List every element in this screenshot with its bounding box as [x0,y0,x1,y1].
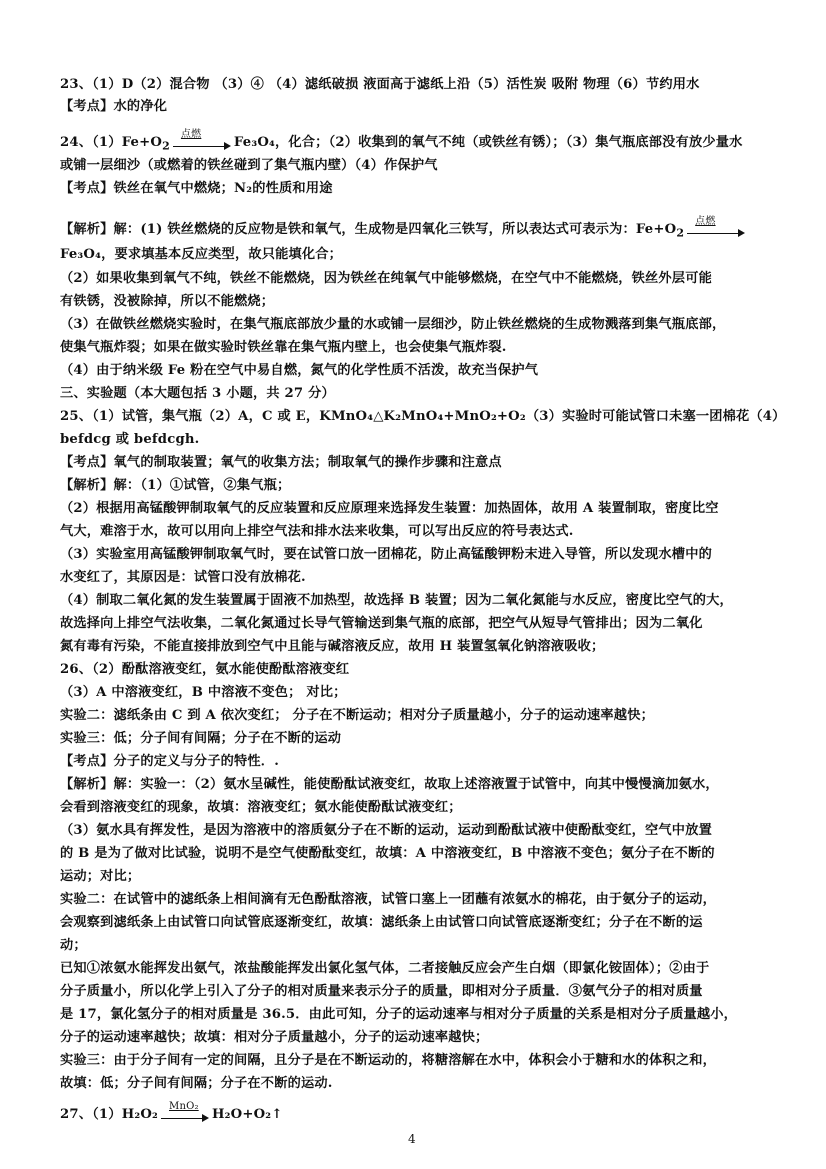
reaction-arrow-icon: 点燃 [687,224,745,236]
text-line: （4）制取二氧化氮的发生装置属于固液不加热型，故选择 B 装置；因为二氧化氮能与水反应，密度比空气的大， [60,593,733,608]
text-line: befdcg 或 befdcgh. [60,432,200,447]
answer-27: 27、（1）H₂O₂ MnO₂ H₂O+O₂↑ [60,1100,283,1122]
text-line: （2）根据用高锰酸钾制取氧气的反应装置和反应原理来选择发生装置：加热固体，故用 A 装置制取，密度比空 [60,501,719,516]
text-line: 有铁锈，没被除掉，所以不能燃烧； [60,294,275,309]
jiexi-26: 【解析】解：实验一：（2）氨水呈碱性，能使酚酞试液变红，故取上述溶液置于试管中，向其中慢慢滴加氨水， [60,777,719,792]
text-line: 氮有毒有污染，不能直接排放到空气中且能与碱溶液反应，故用 H 装置氢氧化钠溶液吸收； [60,639,605,654]
jiexi-24: 【解析】解：(1) 铁丝燃烧的反应物是铁和氧气，生成物是四氧化三铁写，所以表达式可表示为：$Fe+O_2$ 点燃 [60,221,772,243]
text-line: 的 B 是为了做对比试验，说明不是空气使酚酞变红，故填：A 中溶液变红，B 中溶液不变色；氨分子在不断的 [60,846,715,861]
reaction-arrow-icon: 点燃 [173,137,231,149]
text-line: 分子质量小，所以化学上引入了分子的相对质量来表示分子的质量，即相对分子质量．③氨气分子的相对质量 [60,984,703,999]
kaodian-24: 【考点】铁丝在氧气中燃烧；N₂的性质和用途 [60,181,333,196]
answer-24-cont: 或铺一层细沙（或燃着的铁丝碰到了集气瓶内壁）（4）作保护气 [60,158,438,173]
text-line: （2）如果收集到氧气不纯，铁丝不能燃烧，因为铁丝在纯氧气中能够燃烧，在空气中不能燃烧，铁丝外层可能 [60,271,712,286]
section-heading: 三、实验题（本大题包括 3 小题，共 27 分） [60,386,335,401]
text-line: 运动；对比； [60,869,141,884]
text-line: Fe₃O₄，要求填基本反应类型，故只能填化合； [60,247,343,262]
kaodian-25: 【考点】氧气的制取装置；氧气的收集方法；制取氧气的操作步骤和注意点 [60,455,502,470]
text-line: 会观察到滤纸条上由试管口向试管底逐渐变红，故填：滤纸条上由试管口向试管底逐渐变红；分子在不断的运 [60,915,703,930]
text-line: 气大，难溶于水，故可以用向上排空气法和排水法来收集，可以写出反应的符号表达式. [60,524,574,539]
text-line: 分子的运动速率越快；故填：相对分子质量越小，分子的运动速率越快； [60,1030,489,1045]
kaodian-26: 【考点】分子的定义与分子的特性．. [60,754,279,769]
text-line: 故填：低；分子间有间隔；分子在不断的运动. [60,1076,333,1091]
answer-24: 24、$(1)Fe+O_2$ 点燃 Fe₃O₄，化合；（2）收集到的氧气不纯（或铁丝有锈）；（3）集气瓶底部没有放少量水 [60,128,743,153]
reaction-arrow-icon: MnO₂ [161,1109,209,1121]
answer-25: 25、（1）试管，集气瓶（2）A，C 或 E，KMnO₄△K₂MnO₄+MnO₂+O₂（3）实验时可能试管口未塞一团棉花（4） [60,409,786,424]
jiexi-25: 【解析】解：（1）①试管，②集气瓶； [60,478,291,493]
text-line: 水变红了，其原因是：试管口没有放棉花. [60,570,306,585]
text-line: （3）A 中溶液变红，B 中溶液不变色； 对比； [60,685,347,700]
text-line: 是 17，氯化氢分子的相对质量是 36.5．由此可知，分子的运动速率与相对分子质量的关系是相对分子质量越小， [60,1007,738,1022]
answer-23: 23、（1）D（2）混合物 （3）④ （4）滤纸破损 液面高于滤纸上沿（5）活性炭 吸附 物理（6）节约用水 [60,77,700,92]
kaodian-23: 【考点】水的净化 [60,99,168,114]
text-line: 实验二：在试管中的滤纸条上相间滴有无色酚酞溶液，试管口塞上一团蘸有浓氨水的棉花，由于氨分子的运动， [60,892,716,907]
text-line: 实验三：低；分子间有间隔；分子在不断的运动 [60,731,342,746]
text-line: 已知①浓氨水能挥发出氨气，浓盐酸能挥发出氯化氢气体，二者接触反应会产生白烟（即氯化铵固体）；②由于 [60,961,710,976]
text-line: （3）在做铁丝燃烧实验时，在集气瓶底部放少量的水或铺一层细沙，防止铁丝燃烧的生成物溅落到集气瓶底部， [60,317,726,332]
text-line: 实验二：滤纸条由 C 到 A 依次变红； 分子在不断运动；相对分子质量越小，分子的运动速率越快； [60,708,654,723]
text-line: （3）氨水具有挥发性，是因为溶液中的溶质氨分子在不断的运动，运动到酚酞试液中使酚酞变红，空气中放置 [60,823,712,838]
text-line: 使集气瓶炸裂；如果在做实验时铁丝靠在集气瓶内壁上，也会使集气瓶炸裂. [60,340,507,355]
text-line: 故选择向上排空气法收集，二氧化氮通过长导气管输送到集气瓶的底部，把空气从短导气管排出；因为二氧化 [60,616,703,631]
text-line: 动； [60,938,87,953]
answer-26: 26、（2）酚酞溶液变红，氨水能使酚酞溶液变红 [60,662,350,677]
text-line: （3）实验室用高锰酸钾制取氧气时，要在试管口放一团棉花，防止高锰酸钾粉末进入导管，所以发现水槽中的 [60,547,712,562]
text-line: 会看到溶液变红的现象，故填：溶液变红；氨水能使酚酞试液变红； [60,800,462,815]
text-line: （4）由于纳米级 Fe 粉在空气中易自燃，氮气的化学性质不活泼，故充当保护气 [60,363,539,378]
page-number: 4 [408,1132,416,1146]
text-line: 实验三：由于分子间有一定的间隔，且分子是在不断运动的，将糖溶解在水中，体积会小于糖和水的体积之和， [60,1053,716,1068]
